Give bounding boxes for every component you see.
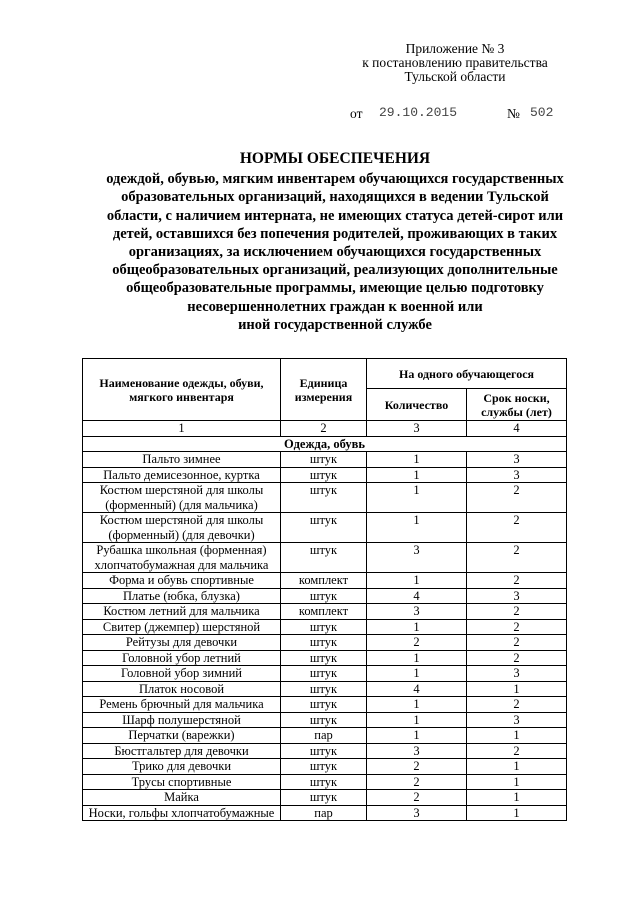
title-line: организациях, за исключением обучающихся государственных <box>128 244 542 261</box>
header-unit: Единица измерения <box>281 359 367 421</box>
item-name: Пальто зимнее <box>83 452 281 468</box>
column-numbers-row <box>83 421 567 437</box>
appendix-block <box>350 42 560 84</box>
item-name: Свитер (джемпер) шерстяной <box>83 619 281 635</box>
table-row <box>83 619 567 635</box>
item-quantity: 4 <box>367 681 467 697</box>
item-term: 1 <box>467 774 567 790</box>
item-unit: штук <box>281 650 367 666</box>
item-quantity: 1 <box>367 483 467 513</box>
item-name: Шарф полушерстяной <box>83 712 281 728</box>
item-unit: штук <box>281 588 367 604</box>
item-name: Костюм шерстяной для школы (форменный) (для девочки) <box>83 513 281 543</box>
item-term: 3 <box>467 467 567 483</box>
item-quantity: 1 <box>367 573 467 589</box>
norms-table <box>82 358 567 821</box>
item-term: 2 <box>467 543 567 573</box>
title-line: общеобразовательных организаций, реализующих дополнительные <box>112 262 558 279</box>
item-term: 1 <box>467 681 567 697</box>
col-number: 3 <box>367 421 467 437</box>
item-quantity: 1 <box>367 650 467 666</box>
item-term: 2 <box>467 635 567 651</box>
item-term: 3 <box>467 452 567 468</box>
header-term: Срок носки, службы (лет) <box>467 389 567 421</box>
item-name: Костюм шерстяной для школы (форменный) (для мальчика) <box>83 483 281 513</box>
item-unit: штук <box>281 681 367 697</box>
table-row <box>83 513 567 543</box>
item-name: Костюм летний для мальчика <box>83 604 281 620</box>
title-line: иной государственной службе <box>238 316 432 333</box>
item-unit: штук <box>281 513 367 543</box>
item-quantity: 2 <box>367 790 467 806</box>
number-label: № <box>507 106 520 121</box>
item-quantity: 1 <box>367 712 467 728</box>
item-name: Пальто демисезонное, куртка <box>83 467 281 483</box>
item-term: 3 <box>467 712 567 728</box>
table-row <box>83 790 567 806</box>
item-unit: комплект <box>281 573 367 589</box>
title-main: НОРМЫ ОБЕСПЕЧЕНИЯ <box>239 150 431 167</box>
item-unit: штук <box>281 712 367 728</box>
item-unit: штук <box>281 452 367 468</box>
table-row <box>83 573 567 589</box>
item-quantity: 3 <box>367 543 467 573</box>
item-unit: штук <box>281 635 367 651</box>
table-row <box>83 805 567 821</box>
item-unit: штук <box>281 467 367 483</box>
item-unit: штук <box>281 759 367 775</box>
table-row <box>83 712 567 728</box>
table-row <box>83 452 567 468</box>
item-name: Трико для девочки <box>83 759 281 775</box>
table-row <box>83 483 567 513</box>
header-quantity: Количество <box>367 389 467 421</box>
col-number: 1 <box>83 421 281 437</box>
item-name: Рубашка школьная (форменная) хлопчатобумажная для мальчика <box>83 543 281 573</box>
section-title: Одежда, обувь <box>83 436 567 452</box>
from-label: от <box>350 106 363 121</box>
title-line: области, с наличием интерната, не имеющих статуса детей-сирот или <box>106 207 564 224</box>
appendix-title: Приложение № 3 <box>405 41 505 56</box>
item-term: 1 <box>467 728 567 744</box>
item-quantity: 1 <box>367 467 467 483</box>
item-quantity: 2 <box>367 774 467 790</box>
item-unit: штук <box>281 483 367 513</box>
title-subtitle <box>70 170 600 334</box>
table-row <box>83 467 567 483</box>
item-term: 2 <box>467 573 567 589</box>
item-quantity: 1 <box>367 452 467 468</box>
item-unit: штук <box>281 774 367 790</box>
section-row <box>83 436 567 452</box>
item-unit: пар <box>281 728 367 744</box>
title-line: одеждой, обувью, мягким инвентарем обучающихся государственных <box>106 171 564 188</box>
appendix-resolution: к постановлению правительства <box>362 55 548 70</box>
appendix-region: Тульской области <box>404 69 506 84</box>
title-line: детей, оставшихся без попечения родителей, проживающих в таких <box>112 225 558 242</box>
title-line: общеобразовательные программы, имеющие целью подготовку <box>126 280 544 297</box>
title-line: несовершеннолетних граждан к военной или <box>187 298 483 315</box>
table-row <box>83 743 567 759</box>
table-row <box>83 774 567 790</box>
item-name: Бюстгальтер для девочки <box>83 743 281 759</box>
header-name: Наименование одежды, обуви, мягкого инвентаря <box>83 359 281 421</box>
resolution-date: 29.10.2015 <box>379 105 458 120</box>
item-name: Платок носовой <box>83 681 281 697</box>
table-row <box>83 697 567 713</box>
item-term: 2 <box>467 697 567 713</box>
item-name: Перчатки (варежки) <box>83 728 281 744</box>
col-number: 2 <box>281 421 367 437</box>
item-name: Платье (юбка, блузка) <box>83 588 281 604</box>
table-row <box>83 759 567 775</box>
table-row <box>83 650 567 666</box>
item-name: Носки, гольфы хлопчатобумажные <box>83 805 281 821</box>
item-unit: комплект <box>281 604 367 620</box>
item-term: 3 <box>467 666 567 682</box>
table-row <box>83 635 567 651</box>
table-row <box>83 666 567 682</box>
header-per-student: На одного обучающегося <box>367 359 567 389</box>
item-unit: штук <box>281 697 367 713</box>
item-unit: штук <box>281 543 367 573</box>
item-term: 2 <box>467 513 567 543</box>
item-quantity: 1 <box>367 697 467 713</box>
item-unit: штук <box>281 743 367 759</box>
item-name: Трусы спортивные <box>83 774 281 790</box>
item-quantity: 3 <box>367 805 467 821</box>
col-number: 4 <box>467 421 567 437</box>
item-name: Головной убор летний <box>83 650 281 666</box>
table-row <box>83 681 567 697</box>
item-term: 1 <box>467 759 567 775</box>
resolution-number: 502 <box>530 105 554 120</box>
item-quantity: 2 <box>367 759 467 775</box>
item-quantity: 1 <box>367 728 467 744</box>
item-quantity: 2 <box>367 635 467 651</box>
item-quantity: 1 <box>367 619 467 635</box>
item-unit: штук <box>281 790 367 806</box>
item-term: 1 <box>467 805 567 821</box>
item-quantity: 4 <box>367 588 467 604</box>
item-quantity: 3 <box>367 604 467 620</box>
item-name: Рейтузы для девочки <box>83 635 281 651</box>
item-unit: пар <box>281 805 367 821</box>
item-term: 2 <box>467 619 567 635</box>
item-term: 2 <box>467 743 567 759</box>
item-name: Форма и обувь спортивные <box>83 573 281 589</box>
item-unit: штук <box>281 666 367 682</box>
document-title <box>70 150 600 334</box>
item-term: 2 <box>467 604 567 620</box>
table-row <box>83 728 567 744</box>
item-term: 2 <box>467 483 567 513</box>
item-term: 2 <box>467 650 567 666</box>
item-name: Головной убор зимний <box>83 666 281 682</box>
item-quantity: 3 <box>367 743 467 759</box>
item-name: Ремень брючный для мальчика <box>83 697 281 713</box>
item-term: 3 <box>467 588 567 604</box>
table-row <box>83 588 567 604</box>
table-row <box>83 543 567 573</box>
item-unit: штук <box>281 619 367 635</box>
item-name: Майка <box>83 790 281 806</box>
item-term: 1 <box>467 790 567 806</box>
table-row <box>83 604 567 620</box>
title-line: образовательных организаций, находящихся в ведении Тульской <box>121 189 549 206</box>
item-quantity: 1 <box>367 666 467 682</box>
item-quantity: 1 <box>367 513 467 543</box>
